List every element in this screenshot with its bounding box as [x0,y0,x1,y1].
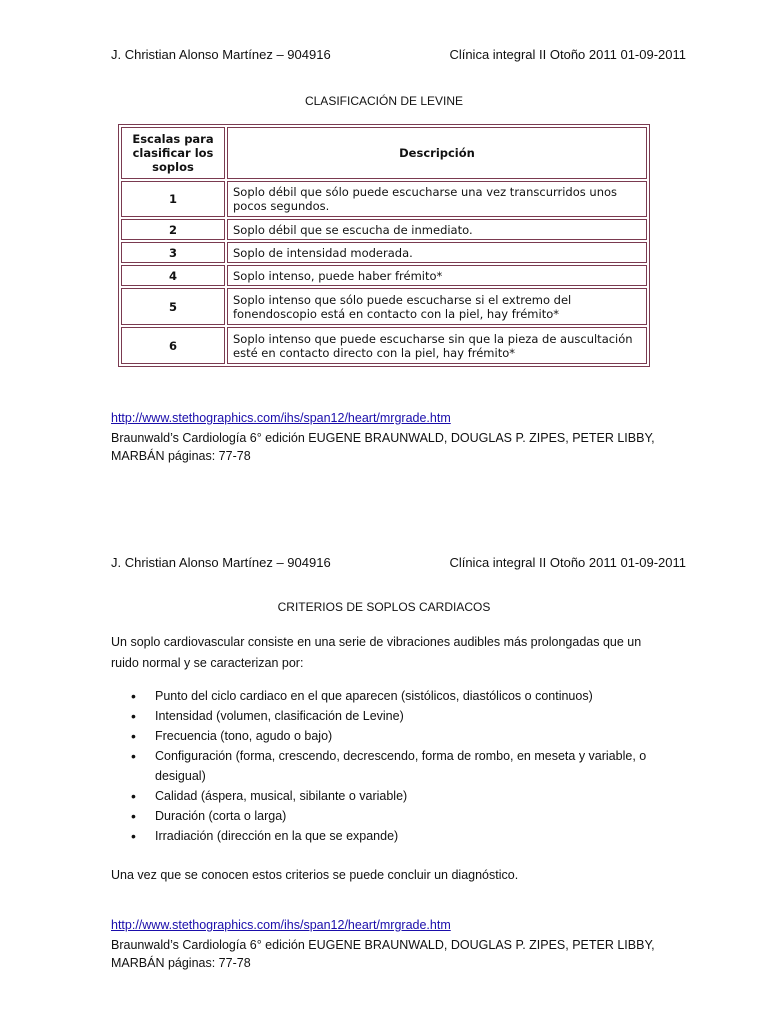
source-link[interactable]: http://www.stethographics.com/ihs/span12/heart/mrgrade.htm [111,411,451,425]
description-cell: Soplo intenso, puede haber frémito* [227,265,647,286]
criteria-list [111,686,675,846]
table-row [121,181,647,217]
description-cell: Soplo débil que se escucha de inmediato. [227,219,647,240]
header-course-date: Clínica integral II Otoño 2011 01-09-2011 [449,555,686,570]
description-cell: Soplo intenso que puede escucharse sin que la pieza de auscultación esté en contacto directo con la piel, hay frémito* [227,327,647,364]
bibliographic-reference: Braunwald’s Cardiología 6° edición EUGENE BRAUNWALD, DOUGLAS P. ZIPES, PETER LIBBY, MARBÁN páginas: 77-78 [111,938,655,970]
table-header-row [121,127,647,179]
table-row [121,219,647,240]
intro-paragraph: Un soplo cardiovascular consiste en una serie de vibraciones audibles más prolongadas que un ruido normal y se caracterizan por: [111,635,642,670]
grade-cell: 1 [121,181,225,217]
section-title-levine: CLASIFICACIÓN DE LEVINE [304,94,464,108]
list-item: • Configuración (forma, crescendo, decrescendo, forma de rombo, en meseta y variable, o desigual) [155,746,675,786]
conclusion-paragraph: Una vez que se conocen estos criterios se puede concluir un diagnóstico. [111,868,519,882]
table-row [121,242,647,263]
section-title-criteria: CRITERIOS DE SOPLOS CARDIACOS [277,600,491,614]
column-header-description: Descripción [227,127,647,179]
source-link[interactable]: http://www.stethographics.com/ihs/span12/heart/mrgrade.htm [111,918,451,932]
table-row [121,327,647,364]
table-row [121,265,647,286]
grade-cell: 4 [121,265,225,286]
list-item: • Duración (corta o larga) [155,806,675,826]
grade-cell: 5 [121,288,225,325]
description-cell: Soplo de intensidad moderada. [227,242,647,263]
list-item: • Intensidad (volumen, clasificación de Levine) [155,706,675,726]
list-item: • Calidad (áspera, musical, sibilante o variable) [155,786,675,806]
header-author: J. Christian Alonso Martínez – 904916 [111,47,331,62]
bibliographic-reference: Braunwald’s Cardiología 6° edición EUGENE BRAUNWALD, DOUGLAS P. ZIPES, PETER LIBBY, MARBÁN páginas: 77-78 [111,431,655,463]
list-item: • Frecuencia (tono, agudo o bajo) [155,726,675,746]
header-course-date: Clínica integral II Otoño 2011 01-09-2011 [449,47,686,62]
grade-cell: 2 [121,219,225,240]
description-cell: Soplo débil que sólo puede escucharse una vez transcurridos unos pocos segundos. [227,181,647,217]
table-row [121,288,647,325]
list-item: • Punto del ciclo cardiaco en el que aparecen (sistólicos, diastólicos o continuos) [155,686,675,706]
description-cell: Soplo intenso que sólo puede escucharse si el extremo del fonendoscopio está en contacto con la piel, hay frémito* [227,288,647,325]
column-header-scale: Escalas para clasificar los soplos [121,127,225,179]
grade-cell: 3 [121,242,225,263]
list-item: • Irradiación (dirección en la que se expande) [155,826,675,846]
header-author: J. Christian Alonso Martínez – 904916 [111,555,331,570]
levine-table [118,124,650,367]
grade-cell: 6 [121,327,225,364]
